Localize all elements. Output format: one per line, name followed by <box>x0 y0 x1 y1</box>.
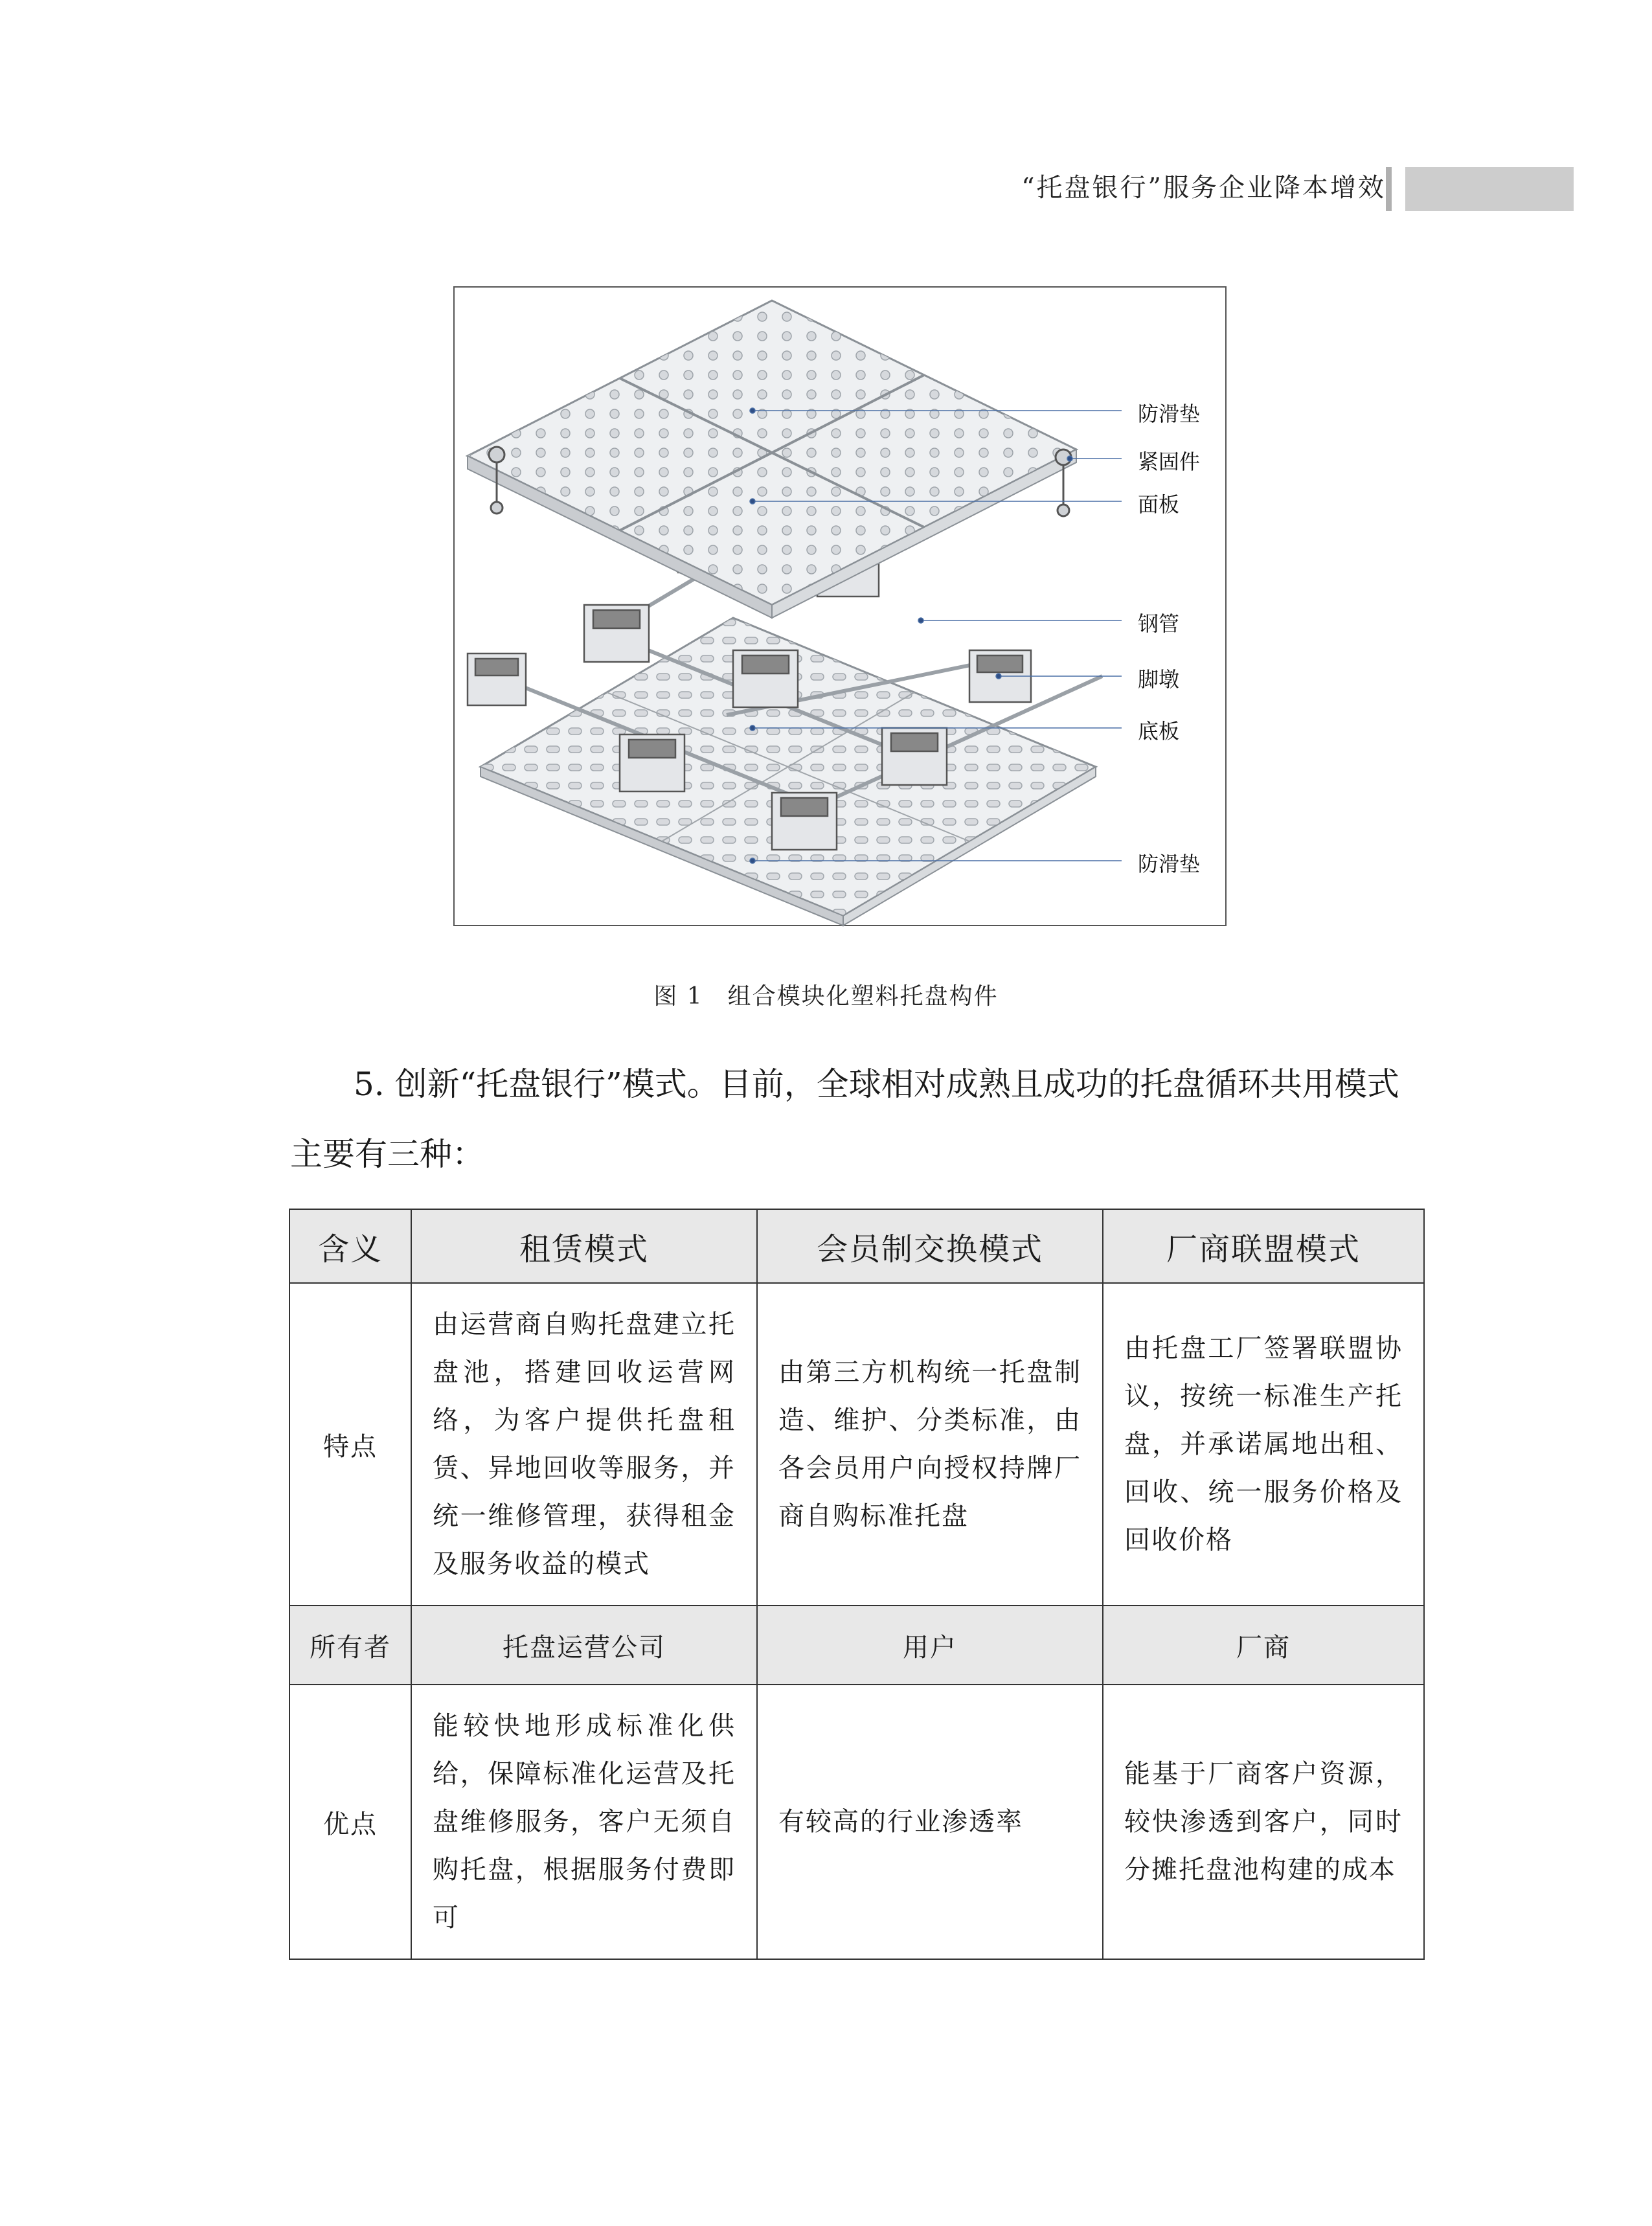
callout-panel: 面板 <box>1138 492 1180 517</box>
advantages-lease: 能较快地形成标准化供给，保障标准化运营及托盘维修服务，客户无须自购托盘，根据服务付费即可 <box>411 1685 757 1959</box>
header-tab <box>1405 167 1574 211</box>
body-paragraph <box>290 1049 1423 1189</box>
figure-caption: 图 1 组合模块化塑料托盘构件 <box>653 983 999 1010</box>
paragraph-text: 5. 创新“托盘银行”模式。目前，全球相对成熟且成功的托盘循环共用模式主要有三种： <box>290 1065 1399 1173</box>
advantages-membership: 有较高的行业渗透率 <box>757 1685 1103 1959</box>
header-rule <box>1386 167 1392 211</box>
header-lease-model: 租赁模式 <box>411 1209 757 1283</box>
comparison-table <box>289 1209 1425 1960</box>
row-label-advantages: 优点 <box>289 1685 411 1959</box>
callout-bottom-board: 底板 <box>1138 719 1180 744</box>
running-header: “托盘银行”服务企业降本增效 <box>1021 173 1386 203</box>
header-alliance-model: 厂商联盟模式 <box>1103 1209 1424 1283</box>
owner-membership: 用户 <box>757 1606 1103 1685</box>
owner-alliance: 厂商 <box>1103 1606 1424 1685</box>
callout-anti-slip-bottom: 防滑垫 <box>1138 852 1201 876</box>
callout-steel-pipe: 钢管 <box>1138 611 1180 636</box>
row-label-features: 特点 <box>289 1283 411 1606</box>
header-meaning: 含义 <box>289 1209 411 1283</box>
table-row-features <box>289 1283 1424 1606</box>
pallet-exploded-diagram <box>455 288 1228 927</box>
pallet-figure <box>453 286 1227 926</box>
top-panel <box>468 301 1076 618</box>
owner-lease: 托盘运营公司 <box>411 1606 757 1685</box>
callout-anti-slip-top: 防滑垫 <box>1138 402 1201 426</box>
table-row-advantages <box>289 1685 1424 1959</box>
table-row-owners <box>289 1606 1424 1685</box>
row-label-owners: 所有者 <box>289 1606 411 1685</box>
callout-fastener: 紧固件 <box>1138 449 1201 474</box>
header-membership-model: 会员制交换模式 <box>757 1209 1103 1283</box>
features-membership: 由第三方机构统一托盘制造、维护、分类标准，由各会员用户向授权持牌厂商自购标准托盘 <box>757 1283 1103 1606</box>
features-lease: 由运营商自购托盘建立托盘池，搭建回收运营网络，为客户提供托盘租赁、异地回收等服务，并统一维修管理，获得租金及服务收益的模式 <box>411 1283 757 1606</box>
callout-foot-block: 脚墩 <box>1138 667 1180 692</box>
table-header-row <box>289 1209 1424 1283</box>
advantages-alliance: 能基于厂商客户资源，较快渗透到客户，同时分摊托盘池构建的成本 <box>1103 1685 1424 1959</box>
features-alliance: 由托盘工厂签署联盟协议，按统一标准生产托盘，并承诺属地出租、回收、统一服务价格及回收价格 <box>1103 1283 1424 1606</box>
